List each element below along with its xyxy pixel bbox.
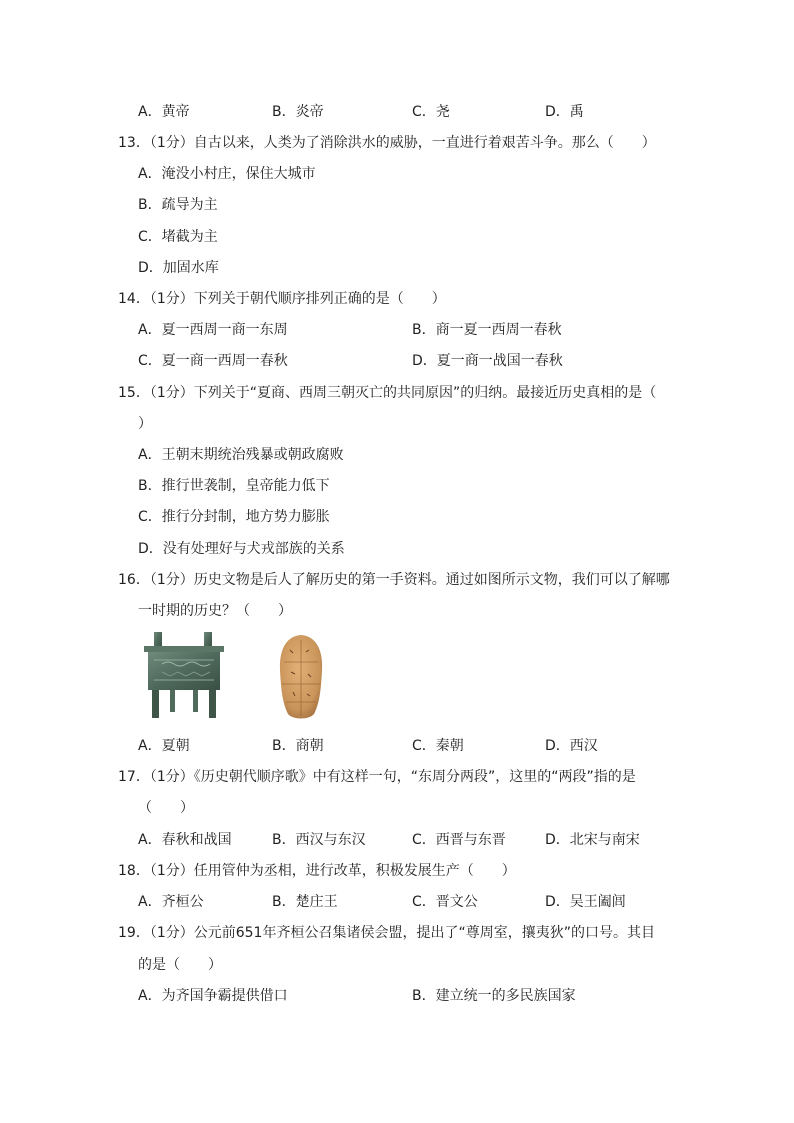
q13-stem: 13．（1分）自古以来，人类为了消除洪水的威胁，一直进行着艰苦斗争。那么（ ） [118, 135, 656, 151]
q14-option-d[interactable]: D．夏一商一战国一春秋 [412, 353, 563, 369]
q15-option-a[interactable]: A．王朝末期统治残暴或朝政腐败 [138, 447, 344, 463]
q14-stem: 14．（1分）下列关于朝代顺序排列正确的是（ ） [118, 291, 446, 307]
q15-option-b[interactable]: B．推行世袭制，皇帝能力低下 [138, 478, 330, 494]
q16-stem-line1: 16．（1分）历史文物是后人了解历史的第一手资料。通过如图所示文物，我们可以了解哪 [118, 572, 670, 588]
q15-option-d[interactable]: D．没有处理好与犬戎部族的关系 [138, 541, 345, 557]
q17-stem-line1: 17．（1分）《历史朝代顺序歌》中有这样一句，“东周分两段”，这里的“两段”指的是 [118, 769, 636, 785]
q17-stem-line2: （ ） [138, 800, 194, 816]
q14-option-a[interactable]: A．夏一西周一商一东周 [138, 322, 288, 338]
q18-option-d[interactable]: D．吴王阖闾 [545, 894, 626, 910]
q19-option-a[interactable]: A．为齐国争霸提供借口 [138, 988, 288, 1004]
q18-option-b[interactable]: B．楚庄王 [272, 894, 338, 910]
q17-option-c[interactable]: C．西晋与东晋 [412, 832, 506, 848]
oracle-bone-shell-image [276, 632, 326, 722]
q18-option-a[interactable]: A．齐桓公 [138, 894, 204, 910]
q17-option-b[interactable]: B．西汉与东汉 [272, 832, 366, 848]
q13-option-c[interactable]: C．堵截为主 [138, 229, 218, 245]
q15-stem-line1: 15．（1分）下列关于“夏商、西周三朝灭亡的共同原因”的归纳。最接近历史真相的是（ [118, 385, 657, 401]
q13-option-b[interactable]: B．疏导为主 [138, 197, 218, 213]
bronze-ding-vessel-image [140, 630, 228, 720]
q15-option-c[interactable]: C．推行分封制，地方势力膨胀 [138, 509, 330, 525]
q13-option-d[interactable]: D．加固水库 [138, 260, 219, 276]
q12-option-d[interactable]: D．禹 [545, 104, 584, 120]
q15-stem-line2: ） [138, 416, 152, 432]
q12-option-b[interactable]: B．炎帝 [272, 104, 324, 120]
q13-option-a[interactable]: A．淹没小村庄，保住大城市 [138, 166, 316, 182]
q14-option-c[interactable]: C．夏一商一西周一春秋 [138, 353, 288, 369]
q17-option-d[interactable]: D．北宋与南宋 [545, 832, 640, 848]
q12-option-a[interactable]: A．黄帝 [138, 104, 190, 120]
q18-option-c[interactable]: C．晋文公 [412, 894, 478, 910]
q19-option-b[interactable]: B．建立统一的多民族国家 [412, 988, 576, 1004]
q14-option-b[interactable]: B．商一夏一西周一春秋 [412, 322, 562, 338]
q19-stem-line2: 的是（ ） [138, 957, 222, 973]
q18-stem: 18．（1分）任用管仲为丞相，进行改革，积极发展生产（ ） [118, 863, 516, 879]
q16-stem-line2: 一时期的历史？（ ） [138, 603, 292, 619]
q19-stem-line1: 19．（1分）公元前651年齐桓公召集诸侯会盟，提出了“尊周室，攘夷狄”的口号。其目 [118, 925, 655, 941]
q16-option-b[interactable]: B．商朝 [272, 738, 324, 754]
q16-option-c[interactable]: C．秦朝 [412, 738, 464, 754]
q12-option-c[interactable]: C．尧 [412, 104, 450, 120]
q16-option-a[interactable]: A．夏朝 [138, 738, 190, 754]
q17-option-a[interactable]: A．春秋和战国 [138, 832, 232, 848]
q16-option-d[interactable]: D．西汉 [545, 738, 598, 754]
